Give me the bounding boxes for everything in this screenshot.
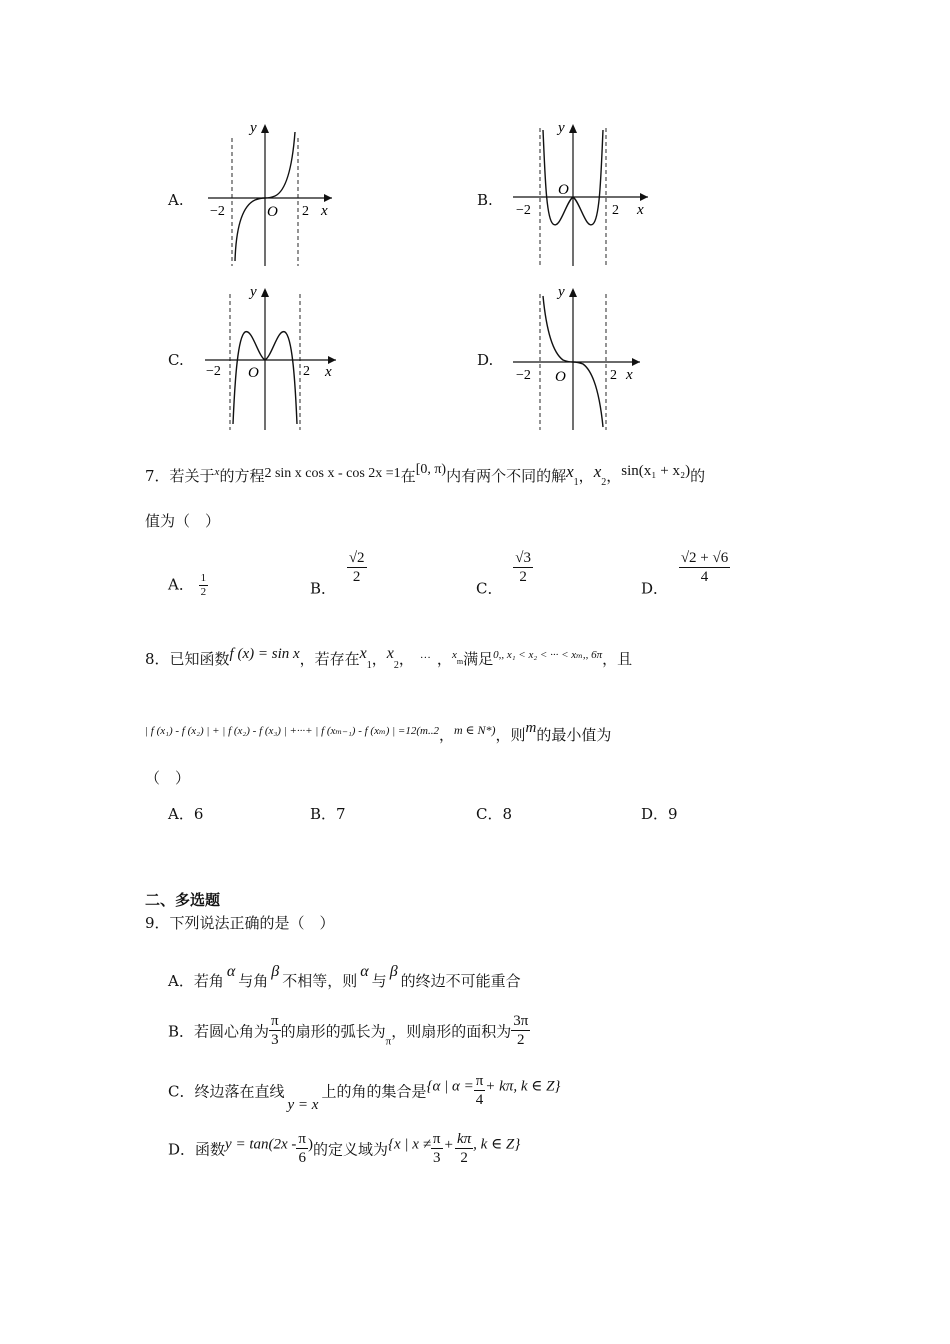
q9-b-num2: 3π xyxy=(513,1013,529,1029)
graph-c-y-arrow xyxy=(261,288,269,297)
graph-b-x-arrow xyxy=(640,193,648,201)
q9-c-set-post: + kπ, k ∈ Z} xyxy=(485,1078,561,1095)
q9-b-fraction-2 xyxy=(511,1012,530,1049)
q8-m-var: m xyxy=(525,720,537,736)
graph-d-origin: O xyxy=(555,369,566,385)
q8-option-b-letter: B． xyxy=(310,805,337,823)
q9-b-text-1: 若圆心角为 xyxy=(194,1022,270,1041)
q7-x2: x xyxy=(593,462,602,481)
q8-line1 xyxy=(145,644,632,676)
q7-equation: 2 sin x cos x - cos 2x =1 xyxy=(264,466,401,481)
q8-option-a-letter: A． xyxy=(168,805,194,823)
graph-c-neg-tick: −2 xyxy=(206,364,221,379)
q8-x2: x xyxy=(386,645,394,662)
graph-d-pos-tick: 2 xyxy=(610,368,617,383)
graph-d xyxy=(508,282,653,432)
q9-a-alpha: α xyxy=(226,963,236,980)
q9-option-c[interactable] xyxy=(168,1072,560,1115)
q8-text-3: ，且 xyxy=(602,650,633,668)
q9-a-text-1: 若角 xyxy=(193,972,224,990)
q7-option-c-den: 2 xyxy=(513,567,533,586)
section-title: 二、多选题 xyxy=(145,891,221,909)
q9-b-letter: B． xyxy=(168,1022,195,1041)
q7-option-a-letter: A． xyxy=(168,575,194,594)
q7-text-4: 的 xyxy=(690,467,706,485)
q8-text-4: ，则 xyxy=(495,726,526,744)
q8-line2 xyxy=(145,718,611,745)
q7-option-d-den: 4 xyxy=(679,567,730,586)
q9-stem: 9．下列说法正确的是（ ） xyxy=(145,914,335,932)
q8-text-1: ，若存在 xyxy=(299,650,360,668)
q9-a-text-3: 不相等，则 xyxy=(282,972,358,990)
q7-option-c-num: √3 xyxy=(515,550,531,566)
q8-option-b-value: 7 xyxy=(336,805,346,823)
graph-a-letter: A. xyxy=(168,191,184,209)
q7-option-d-num: √2 + √6 xyxy=(680,550,729,566)
q9-a-text-4: 与 xyxy=(371,972,387,990)
q8-option-d[interactable] xyxy=(641,804,678,824)
q9-d-fraction-2 xyxy=(431,1130,443,1167)
q9-d-letter: D． xyxy=(168,1140,196,1159)
q9-b-text-3: ，则扇形的面积为 xyxy=(391,1022,512,1041)
q7-option-b-num: √2 xyxy=(348,550,365,566)
q8-option-c-letter: C． xyxy=(476,805,503,823)
q8-comma-3: ， xyxy=(436,650,452,668)
graph-d-letter: D. xyxy=(477,351,494,369)
graph-d-y-arrow xyxy=(569,288,577,297)
graph-a-x-label: x xyxy=(321,203,328,219)
q7-option-b[interactable] xyxy=(310,549,367,599)
q7-x2-sub: 2 xyxy=(601,477,607,488)
graph-a-x-arrow xyxy=(324,194,332,202)
q8-x2-sub: 2 xyxy=(393,660,399,671)
q8-m-cond: m ∈ N*) xyxy=(453,723,496,737)
graph-b-letter: B. xyxy=(477,191,493,209)
q8-line3: （ ） xyxy=(145,769,191,787)
q9-a-letter: A． xyxy=(168,972,194,990)
graph-c xyxy=(200,282,345,432)
q8-x1-sub: 1 xyxy=(366,660,372,671)
q8-func: f (x) = sin x xyxy=(229,646,300,662)
graph-b-x-label: x xyxy=(637,202,644,218)
q9-d-den: 6 xyxy=(296,1148,308,1167)
graph-c-origin: O xyxy=(248,365,259,381)
q8-option-d-value: 9 xyxy=(668,805,678,823)
q8-option-d-letter: D． xyxy=(641,805,669,823)
q9-option-d[interactable] xyxy=(168,1130,520,1167)
graph-a-neg-tick: −2 xyxy=(210,204,225,219)
q7-option-c-letter: C． xyxy=(476,579,503,598)
q9-b-den: 3 xyxy=(269,1030,281,1049)
graph-b-pos-tick: 2 xyxy=(612,203,619,218)
q9-b-text-2: 的扇形的弧长为 xyxy=(280,1022,386,1041)
graph-d-y-label: y xyxy=(558,284,565,300)
q7-option-c[interactable] xyxy=(476,549,533,599)
q7-sin-expr: sin(x₁ + x₂) xyxy=(621,463,691,479)
q7-option-d-letter: D． xyxy=(641,579,669,598)
q8-option-c-value: 8 xyxy=(502,805,513,823)
graph-a xyxy=(200,118,340,268)
graph-a-origin: O xyxy=(267,204,278,220)
q7-comma-1: ， xyxy=(578,467,594,485)
graph-b-origin: O xyxy=(558,182,569,198)
q9-d-plus: + xyxy=(444,1136,453,1153)
q8-dots: … xyxy=(419,649,431,661)
q9-b-den2: 2 xyxy=(511,1030,530,1049)
q9-d-set-pre: {x | x ≠ xyxy=(388,1136,431,1153)
graph-c-x-arrow xyxy=(328,356,336,364)
q7-comma-2: ， xyxy=(606,467,622,485)
q8-text-2: 满足 xyxy=(463,650,494,668)
q9-d-fraction-3 xyxy=(455,1130,473,1167)
q9-d-den2: 3 xyxy=(431,1148,443,1167)
q9-d-text-1: 函数 xyxy=(195,1140,226,1159)
q7-option-d[interactable] xyxy=(641,549,730,599)
graph-a-pos-tick: 2 xyxy=(302,204,309,219)
q8-comma-2: ， xyxy=(398,650,414,668)
graph-b-y-label: y xyxy=(558,120,565,136)
q7-line1 xyxy=(145,460,705,493)
q7-number: 7．若关于 xyxy=(145,467,215,485)
q8-comma-1: ， xyxy=(371,650,387,668)
q7-x1-sub: 1 xyxy=(573,477,579,488)
q9-c-line: y = x xyxy=(287,1096,319,1113)
q8-condition: 0,, x₁ < x₂ < ··· < xₘ,, 6π xyxy=(493,649,603,661)
q8-comma-4: ， xyxy=(438,726,454,744)
q8-option-a-value: 6 xyxy=(193,805,204,823)
q7-x1: x xyxy=(566,462,574,481)
q7-option-b-fraction xyxy=(347,549,367,586)
q7-line2: 值为（ ） xyxy=(145,512,221,530)
q9-option-a[interactable] xyxy=(168,962,521,991)
graph-d-x-label: x xyxy=(626,367,633,383)
q7-option-a[interactable] xyxy=(168,572,208,599)
q9-c-text-2: 上的角的集合是 xyxy=(321,1082,427,1101)
q7-text-2: 在 xyxy=(400,467,416,485)
q7-option-d-fraction xyxy=(679,549,730,586)
q7-var-x: x xyxy=(214,466,220,478)
q9-c-fraction xyxy=(474,1072,486,1109)
q9-d-num3: kπ xyxy=(456,1131,472,1147)
q9-a-alpha-2: α xyxy=(360,963,369,980)
graph-d-x-arrow xyxy=(632,358,640,366)
q7-option-a-num: 1 xyxy=(200,572,207,584)
q9-c-num: π xyxy=(475,1073,484,1089)
graph-a-y-label: y xyxy=(250,120,257,136)
q8-option-c[interactable] xyxy=(476,804,512,824)
q9-a-beta: β xyxy=(271,963,280,980)
q7-option-b-letter: B． xyxy=(310,579,337,598)
q7-option-c-fraction xyxy=(513,549,533,586)
graph-c-x-label: x xyxy=(325,364,332,380)
q9-d-text-2: 的定义域为 xyxy=(312,1140,388,1159)
q9-a-text-5: 的终边不可能重合 xyxy=(400,972,521,990)
q9-a-beta-2: β xyxy=(389,963,398,980)
q8-sum-expr: | f (x₁) - f (x₂) | + | f (x₂) - f (x₃) | +···+ | f (xₘ₋₁) - f (xₘ) | =12(m..2 xyxy=(145,725,439,737)
q8-x1: x xyxy=(359,645,367,662)
q9-c-den: 4 xyxy=(474,1090,486,1109)
q8-option-a[interactable] xyxy=(168,804,203,824)
q7-option-b-den: 2 xyxy=(347,567,367,586)
graph-d-neg-tick: −2 xyxy=(516,368,531,383)
q8-text-5: 的最小值为 xyxy=(536,726,612,744)
q9-a-text-2: 与角 xyxy=(238,972,269,990)
q7-text-3: 内有两个不同的解 xyxy=(446,467,567,485)
q8-xm: x xyxy=(451,649,457,661)
graph-c-pos-tick: 2 xyxy=(303,364,310,379)
q9-c-text-1: 终边落在直线 xyxy=(194,1082,285,1101)
q9-d-func-pre: y = tan(2x - xyxy=(225,1136,297,1153)
graph-a-y-arrow xyxy=(261,124,269,133)
q9-c-set-pre: {α | α = xyxy=(426,1078,474,1095)
q9-d-num2: π xyxy=(432,1131,441,1147)
q7-text-1: 的方程 xyxy=(219,467,265,485)
q7-option-a-den: 2 xyxy=(200,586,207,598)
graph-c-letter: C. xyxy=(168,351,184,369)
graph-b xyxy=(508,118,658,268)
q9-b-pi: π xyxy=(385,1035,392,1048)
q8-xm-sub: m xyxy=(456,657,464,666)
q7-option-a-fraction xyxy=(199,572,209,599)
graph-c-y-label: y xyxy=(250,284,257,300)
q9-c-letter: C． xyxy=(168,1082,195,1101)
graph-b-y-arrow xyxy=(569,124,577,133)
q9-d-func-post: ) xyxy=(307,1136,313,1153)
q9-d-num: π xyxy=(298,1131,306,1147)
q7-interval: [0, π) xyxy=(415,462,447,477)
q8-number: 8．已知函数 xyxy=(145,650,230,668)
q9-b-num: π xyxy=(271,1013,279,1029)
q9-option-b[interactable] xyxy=(168,1012,530,1052)
q9-d-den3: 2 xyxy=(455,1148,473,1167)
graph-b-neg-tick: −2 xyxy=(516,203,531,218)
q8-option-b[interactable] xyxy=(310,804,346,824)
q9-d-fraction xyxy=(296,1130,308,1167)
q9-b-fraction xyxy=(269,1012,281,1049)
q9-d-set-post: , k ∈ Z} xyxy=(473,1136,521,1153)
